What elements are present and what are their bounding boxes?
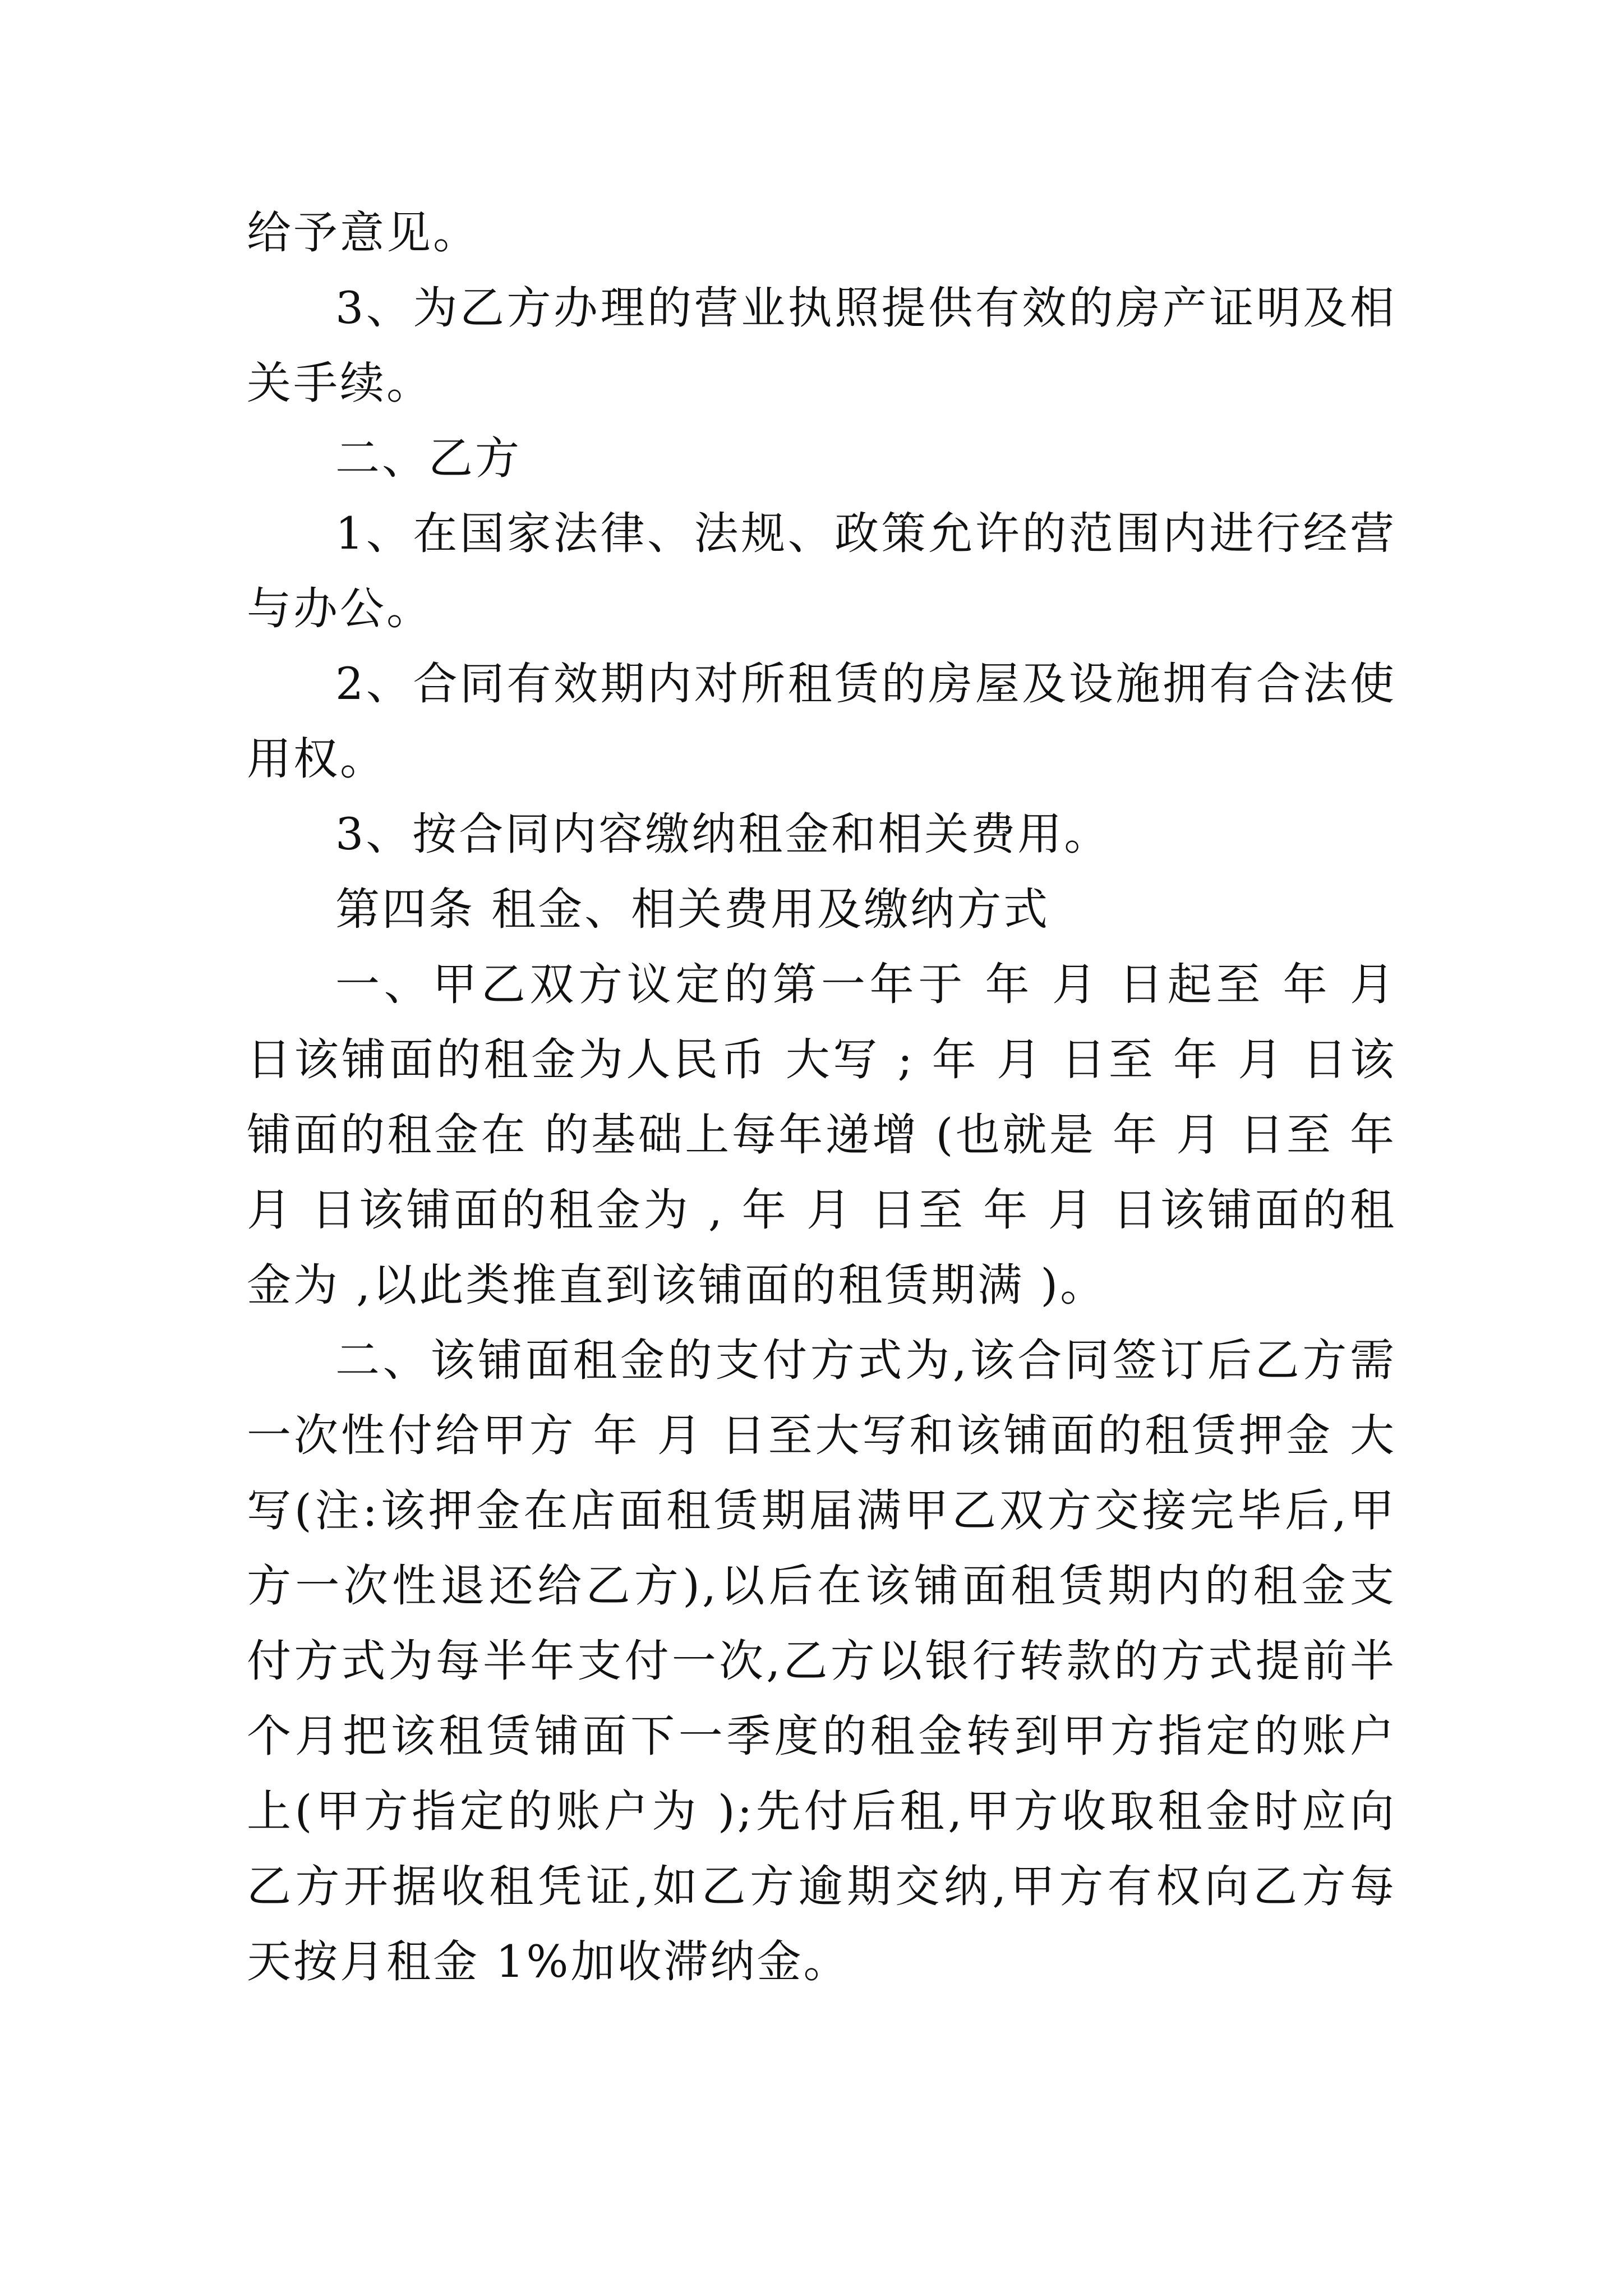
contract-body	[247, 195, 1396, 1999]
paragraph-tenant-duty-3: 3、按合同内容缴纳租金和相关费用。	[335, 808, 1111, 860]
paragraph-tenant-right-2: 2、合同有效期内对所租赁的房屋及设施拥有合法使用权。	[247, 658, 1396, 785]
paragraph-tenant-right-1: 1、在国家法律、法规、政策允许的范围内进行经营与办公。	[247, 508, 1396, 634]
paragraph-tenant-heading: 二、乙方	[335, 432, 522, 484]
paragraph-continuation: 给予意见。	[247, 207, 479, 259]
paragraph-landlord-duty-3: 3、为乙方办理的营业执照提供有效的房产证明及相关手续。	[247, 282, 1396, 409]
paragraph-payment-method: 二、该铺面租金的支付方式为,该合同签订后乙方需一次性付给甲方 年 月 日至大写和该铺面的租赁押金 大写(注:该押金在店面租赁期届满甲乙双方交接完毕后,甲方一次性退还给乙方),以后在该铺面租赁期内的租金支付方式为每半年支付一次,乙方以银行转款的方式提前半个月把该租赁铺面下一季度的租金转到甲方指定的账户上(甲方指定的账户为 );先付后租,甲方收取租金时应向乙方开据收租凭证,如乙方逾期交纳,甲方有权向乙方每天按月租金 1%加收滞纳金。	[247, 1335, 1396, 1987]
article-4-heading: 第四条 租金、相关费用及缴纳方式	[335, 884, 1050, 935]
paragraph-rent-terms: 一、甲乙双方议定的第一年于 年 月 日起至 年 月 日该铺面的租金为人民币 大写 ; 年 月 日至 年 月 日该铺面的租金在 的基础上每年递增 (也就是 年 月 日至 年 月 日该铺面的租金为 , 年 月 日至 年 月 日该铺面的租金为 ,以此类推直到该铺面的租赁期满 )。	[247, 959, 1396, 1311]
